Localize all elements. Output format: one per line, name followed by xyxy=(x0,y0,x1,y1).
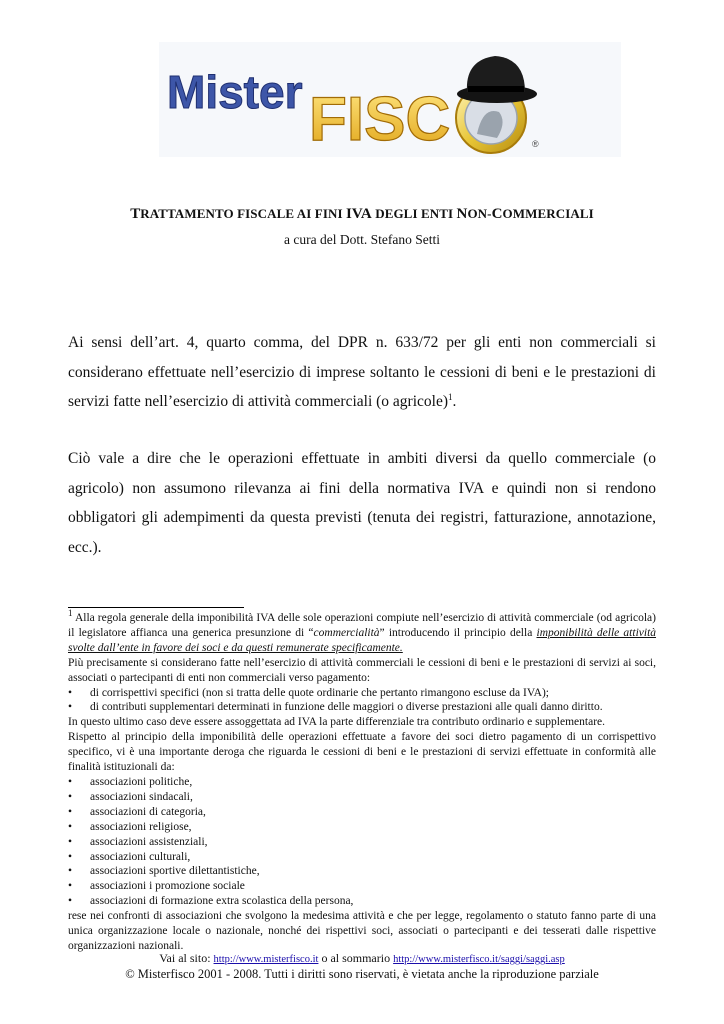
payment-list xyxy=(68,686,656,716)
footer-links: Vai al sito: http://www.misterfisco.it o al sommario http://www.misterfisco.it/saggi/saggi.asp xyxy=(159,951,565,965)
list-item: • associazioni di formazione extra scolastica della persona, xyxy=(68,894,656,909)
body-paragraph-1: Ai sensi dell’art. 4, quarto comma, del DPR n. 633/72 per gli enti non commerciali si considerano effettuate nell’esercizio di imprese soltanto le cessioni di beni e le prestazioni di servizi fatte nell’esercizio di attività commerciali (o agricole)$^1$. xyxy=(68,334,656,410)
list-item: • associazioni sportive dilettantistiche, xyxy=(68,864,656,879)
list-item: • associazioni assistenziali, xyxy=(68,835,656,850)
list-item: • di corrispettivi specifici (non si tratta delle quote ordinarie che pertanto rimangono escluse da IVA); xyxy=(68,686,656,701)
logo-text-mister: Mister xyxy=(167,66,303,118)
list-item: • associazioni i promozione sociale xyxy=(68,879,656,894)
footnote-paragraph: Rispetto al principio della imponibilità delle operazioni effettuate a favore dei soci dietro pagamento di un corrispettivo specifico, vi è una importante deroga che riguarda le cessioni di beni e le prestazioni di servizi effettuate in conformità alle finalità istituzionali da: xyxy=(68,731,656,774)
footnote-paragraph: rese nei confronti di associazioni che svolgono la medesima attività e che per legge, regolamento o statuto fanno parte di una unica organizzazione locale o nazionale, nonché dei rispettivi soci, associati o partecipanti e dei tesserati dalle rispettive organizzazioni nazionali. xyxy=(68,910,656,952)
footnote-separator xyxy=(68,607,244,608)
summary-link[interactable]: http://www.misterfisco.it/saggi/saggi.asp xyxy=(393,954,565,965)
hat-icon xyxy=(457,56,537,103)
footnote-paragraph: Più precisamente si considerano fatte nell’esercizio di attività commerciali le cessioni di beni e le prestazioni di servizi ai soci, associati o partecipanti di enti non commerciali verso pagamento: xyxy=(68,656,656,684)
footnote xyxy=(68,608,657,954)
document-title: TRATTAMENTO FISCALE AI FINI IVA DEGLI ENTI NON-COMMERCIALI xyxy=(130,206,594,222)
footnote-paragraph: In questo ultimo caso deve essere assoggettata ad IVA la parte differenziale tra contributo ordinario e supplementare. xyxy=(68,716,606,729)
association-list xyxy=(68,775,656,909)
body-paragraph-2: Ciò vale a dire che le operazioni effettuate in ambiti diversi da quello commerciale (o agricolo) non assumono rilevanza ai fini della normativa IVA e quindi non si rendono obbligatori gli adempimenti da questa previsti (tenuta dei registri, fatturazione, annotazione, ecc.). xyxy=(68,450,656,556)
document-author: a cura del Dott. Stefano Setti xyxy=(284,232,440,247)
registered-mark: ® xyxy=(532,139,539,149)
list-item: • associazioni di categoria, xyxy=(68,805,656,820)
list-item: • associazioni religiose, xyxy=(68,820,656,835)
footnote-ref[interactable]: 1 xyxy=(448,391,453,402)
misterfisco-logo xyxy=(159,42,621,157)
copyright: © Misterfisco 2001 - 2008. Tutti i diritti sono riservati, è vietata anche la riproduzione parziale xyxy=(125,967,599,981)
site-link[interactable]: http://www.misterfisco.it xyxy=(213,954,319,965)
list-item: • associazioni politiche, xyxy=(68,775,656,790)
list-item: • associazioni sindacali, xyxy=(68,790,656,805)
logo-text-fisc: FISC xyxy=(309,85,451,154)
list-item: • di contributi supplementari determinati in funzione delle maggiori o diverse prestazioni alle quali danno diritto. xyxy=(68,700,656,715)
footnote-intro: $^1$ Alla regola generale della imponibilità IVA delle sole operazioni compiute nell’esercizio di attività commerciale (od agricola) il legislatore affianca una generica presunzione di “commercialità” introducendo il principio della imponibilità delle attività svolte dall’ente in favore dei soci e da questi remunerate specificamente. xyxy=(68,608,657,654)
list-item: • associazioni culturali, xyxy=(68,850,656,865)
